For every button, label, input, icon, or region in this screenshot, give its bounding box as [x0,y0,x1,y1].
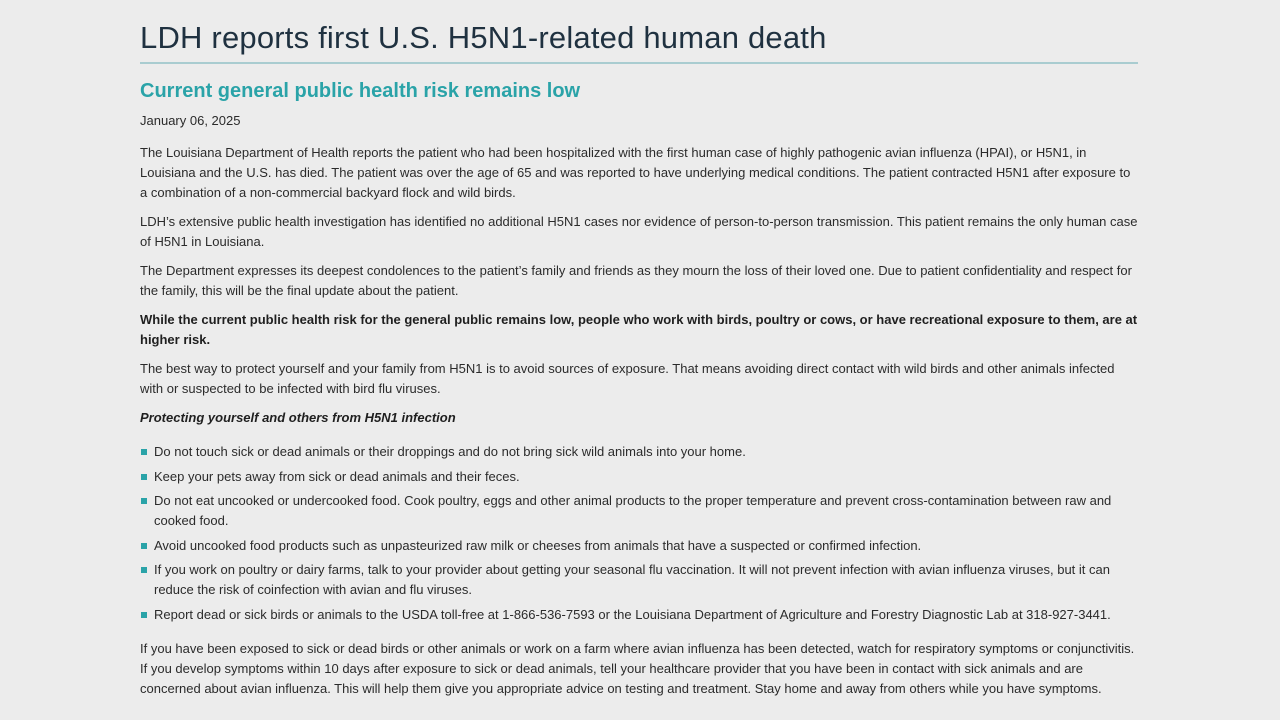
list-item [140,536,1138,556]
paragraph-intro: The Louisiana Department of Health reports the patient who had been hospitalized with the first human case of highly pathogenic avian influenza (HPAI), or H5N1, in Louisiana and the U.S. has died. The patient was over the age of 65 and was reported to have underlying medical conditions. The patient contracted H5N1 after exposure to a combination of a non-commercial backyard flock and wild birds. [140,145,1131,200]
article [140,0,1138,699]
paragraph-exposure-guidance: If you have been exposed to sick or dead birds or other animals or work on a farm where avian influenza has been detected, watch for respiratory symptoms or conjunctivitis. If you develop symptoms within 10 days after exposure to sick or dead animals, tell your healthcare provider that you have been in contact with sick animals and are concerned about avian influenza. This will help them give you appropriate advice on testing and treatment. Stay home and away from others while you have symptoms. [140,640,1135,696]
square-bullet-icon [141,449,147,455]
paragraph-protection: The best way to protect yourself and your family from H5N1 is to avoid sources of exposure. That means avoiding direct contact with wild birds and other animals infected with or suspected to be infected with bird flu viruses. [140,361,1115,396]
list-item [140,467,1138,487]
square-bullet-icon [141,474,147,480]
square-bullet-icon [141,543,147,549]
list-item [140,442,1138,462]
list-item [140,605,1138,625]
section-heading: Protecting yourself and others from H5N1 infection [140,410,456,425]
list-item-text: Do not touch sick or dead animals or their droppings and do not bring sick wild animals into your home. [154,444,746,459]
list-item-text: If you work on poultry or dairy farms, talk to your provider about getting your seasonal flu vaccination. It will not prevent infection with avian influenza viruses, but it can reduce the risk of coinfection with avian and flu viruses. [154,562,1110,597]
list-item-text: Do not eat uncooked or undercooked food. Cook poultry, eggs and other animal products to the proper temperature and prevent cross-contamination between raw and cooked food. [154,493,1112,528]
title-divider [140,62,1138,64]
list-item [140,560,1138,600]
square-bullet-icon [141,498,147,504]
paragraph-risk-warning: While the current public health risk for the general public remains low, people who work with birds, poultry or cows, or have recreational exposure to them, are at higher risk. [140,312,1138,347]
paragraph-investigation: LDH’s extensive public health investigation has identified no additional H5N1 cases nor evidence of person-to-person transmission. This patient remains the only human case of H5N1 in Louisiana. [140,214,1138,249]
list-item-text: Keep your pets away from sick or dead animals and their feces. [154,468,520,484]
list-item-text: Report dead or sick birds or animals to the USDA toll-free at 1-866-536-7593 or the Louisiana Department of Agriculture and Forestry Diagnostic Lab at 318-927-3441. [154,606,1111,622]
page-subtitle: Current general public health risk remains low [140,80,581,102]
square-bullet-icon [141,567,147,573]
page-title: LDH reports first U.S. H5N1-related human death [140,20,827,55]
list-item-text: Avoid uncooked food products such as unpasteurized raw milk or cheeses from animals that have a suspected or confirmed infection. [154,537,922,553]
list-item [140,491,1138,531]
publish-date: January 06, 2025 [140,113,241,128]
square-bullet-icon [141,612,147,618]
paragraph-condolences: The Department expresses its deepest condolences to the patient’s family and friends as they mourn the loss of their loved one. Due to patient confidentiality and respect for the family, this will be the final update about the patient. [140,263,1132,298]
protection-list [140,442,1138,625]
